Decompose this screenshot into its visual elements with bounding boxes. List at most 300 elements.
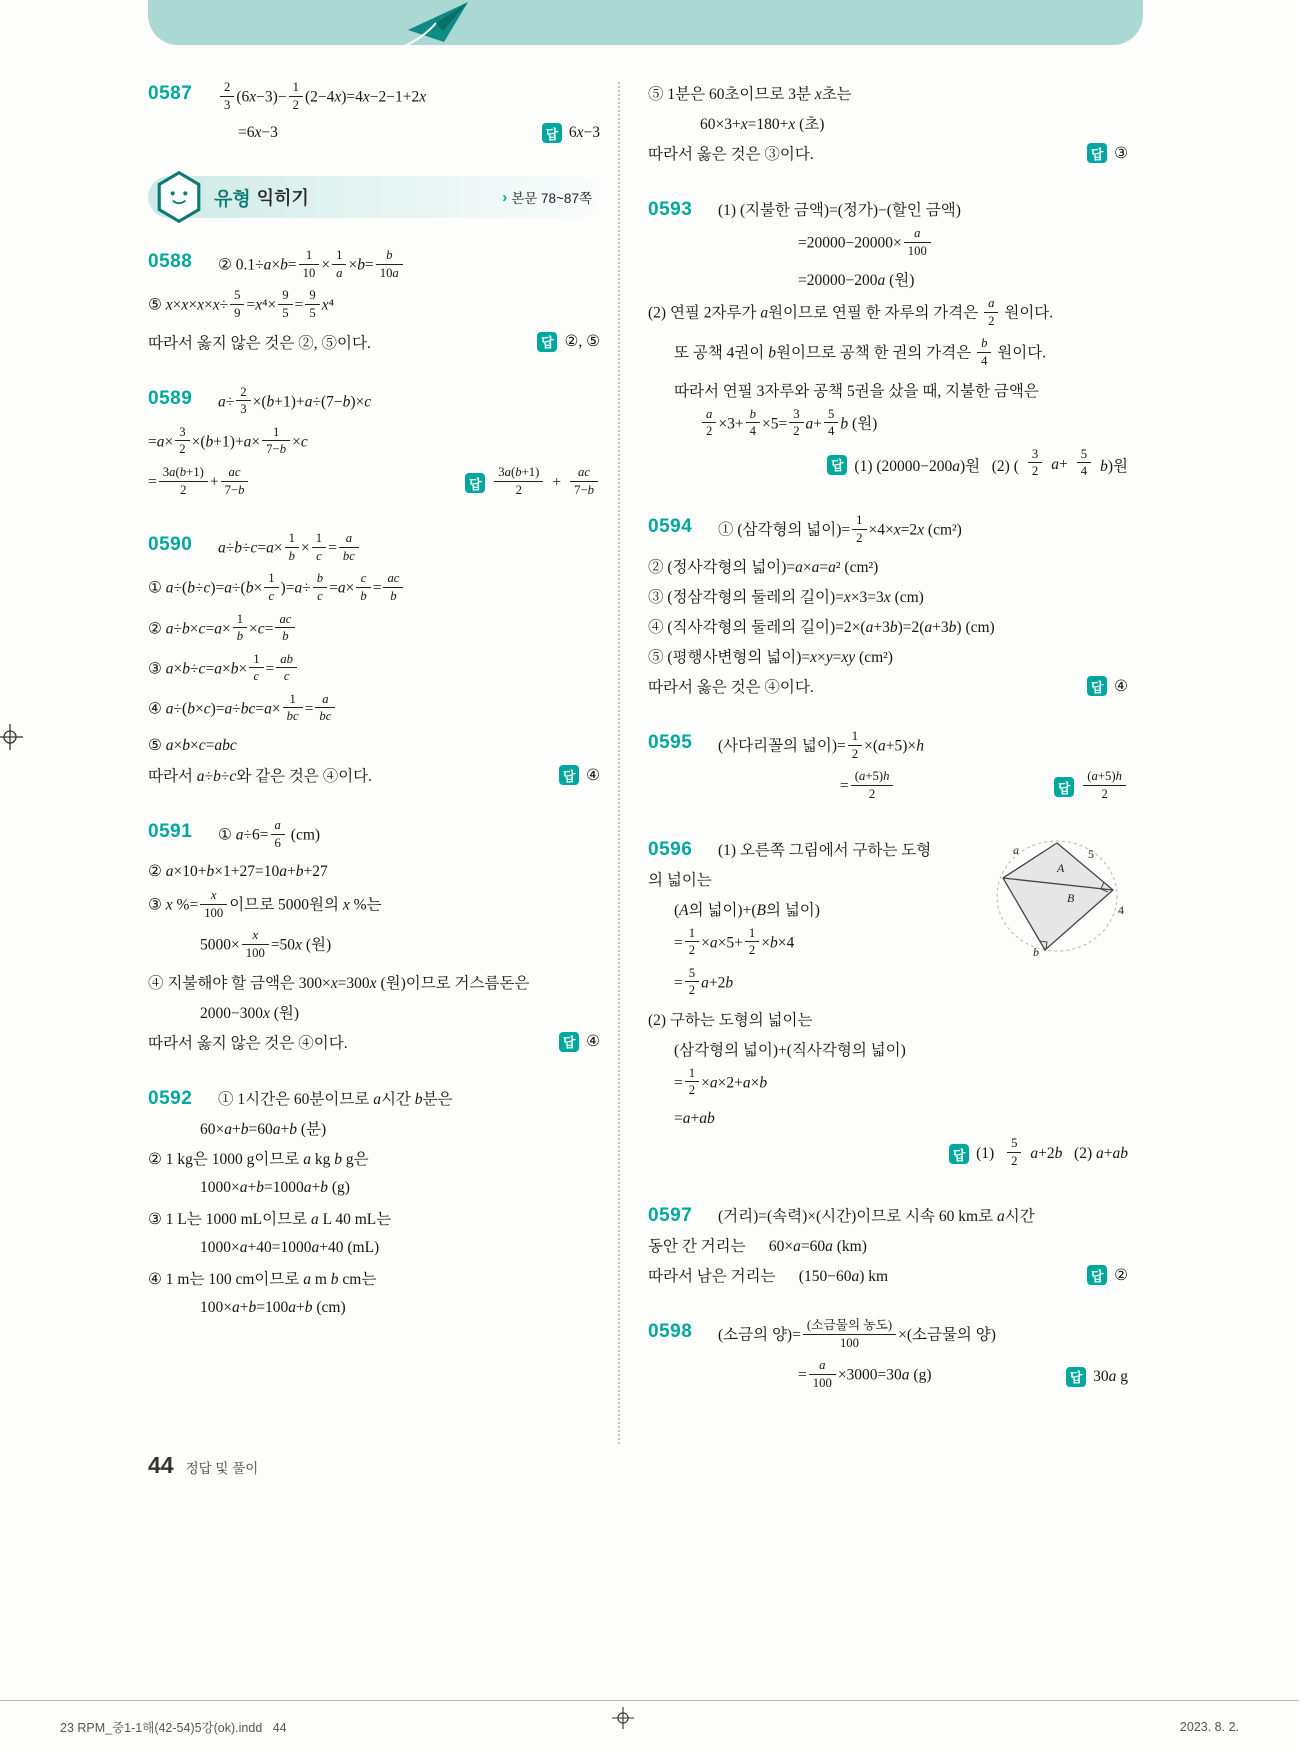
math-text: 동안 간 거리는 60×a=60a (km) [648, 1238, 867, 1256]
line-content [648, 379, 1128, 401]
fraction [1077, 447, 1091, 479]
math-text: ⑤ x×x×x×x÷ [148, 297, 229, 315]
fraction-denominator: 10 [302, 265, 316, 280]
math-text: ② a×10+b×1+27=10a+b+27 [148, 862, 328, 880]
math-text: ④ 지불해야 할 금액은 300×x=300x (원)이므로 거스름돈은 [148, 974, 530, 992]
solution-line [148, 248, 600, 284]
fraction-numerator: 1 [264, 571, 278, 588]
fraction [271, 818, 285, 850]
solution-line [648, 583, 1128, 609]
line-content [648, 1008, 1128, 1030]
fraction-numerator: a [339, 531, 359, 548]
fraction-denominator: 3 [240, 402, 247, 417]
math-text: =x⁴× [246, 297, 277, 315]
solution-line [148, 858, 600, 884]
problem-0587 [148, 80, 600, 146]
problem-0588 [148, 248, 600, 354]
problem-0593 [648, 196, 1128, 483]
solution-line [648, 196, 1128, 222]
math-text: ③ 1 L는 1000 mL이므로 a L 40 mL는 [148, 1210, 392, 1228]
line-content [148, 248, 600, 284]
math-text: × [321, 256, 331, 274]
math-text: ⑤ a×b×c=abc [148, 736, 237, 754]
math-text: (사다리꼴의 넓이)= [718, 737, 846, 755]
math-text: ② (정사각형의 넓이)=a×a=a² (cm²) [648, 559, 879, 577]
fraction-denominator: 9 [234, 305, 241, 320]
line-content [148, 764, 549, 786]
fraction [685, 966, 699, 998]
fraction-numerator: 1 [262, 425, 290, 442]
answer-badge: 답 [1087, 676, 1107, 696]
fraction-numerator: 9 [278, 288, 292, 305]
math-text: 또 공책 4권이 b원이므로 공책 한 권의 가격은 [674, 345, 976, 363]
line-content [648, 336, 1128, 372]
solution-line [148, 425, 600, 461]
fraction-denominator: 7−b [266, 442, 287, 457]
fraction-numerator: 1 [332, 248, 346, 265]
problem-0590 [148, 531, 600, 788]
problem-0594 [648, 513, 1128, 699]
hexagon-mascot-icon [152, 169, 206, 225]
line-content [648, 645, 1128, 667]
math-text: ×3+ [718, 415, 744, 433]
math-text: + [209, 473, 219, 491]
math-text: 따라서 남은 거리는 (150−60a) km [648, 1268, 889, 1286]
fraction-numerator: 1 [685, 1066, 699, 1083]
math-text: ×(b+1)+a× [191, 433, 261, 451]
answer-badge: 답 [1066, 1367, 1086, 1387]
fraction [852, 513, 866, 545]
fraction [236, 385, 250, 417]
line-content [148, 331, 527, 353]
fraction-denominator: c [317, 588, 323, 603]
line-content [148, 1001, 600, 1023]
problem-number: 0595 [648, 732, 693, 754]
math-text: (2) 구하는 도형의 넓이는 [648, 1011, 813, 1029]
math-text: = [372, 579, 382, 597]
fraction-denominator: c [316, 548, 322, 563]
solution-line [648, 1262, 1128, 1288]
solution-line [148, 1175, 600, 1201]
line-content [648, 226, 1128, 262]
solution-line [648, 110, 1128, 136]
answer [949, 1136, 1128, 1172]
fraction-numerator: x [242, 928, 269, 945]
fraction-numerator: a [315, 692, 335, 709]
line-content [648, 769, 1044, 805]
fraction-numerator: (a+5)h [1083, 769, 1126, 786]
math-text: (삼각형의 넓이)+(직사각형의 넓이) [674, 1041, 906, 1059]
fraction-numerator: b [376, 248, 403, 265]
math-text: b)원 [1100, 457, 1128, 475]
line-content [648, 198, 1128, 220]
solution-line [648, 1036, 1128, 1062]
fraction-numerator: ac [383, 571, 403, 588]
fraction-denominator: 100 [907, 243, 927, 258]
fraction [851, 769, 894, 801]
solution-line [648, 140, 1128, 166]
fraction-denominator: 2 [688, 983, 696, 998]
math-text: =a+ab [674, 1110, 715, 1128]
problem-0592 [148, 1085, 600, 1321]
solution-line [148, 1085, 600, 1111]
fraction-numerator: ab [276, 652, 297, 669]
fraction [233, 612, 247, 644]
fraction [230, 288, 244, 320]
line-content [148, 425, 600, 461]
solution-line [148, 329, 600, 355]
fraction [175, 425, 189, 457]
solution-line [648, 1318, 1128, 1354]
solution-line [648, 296, 1128, 332]
line-content [148, 862, 600, 881]
math-text: 따라서 a÷b÷c와 같은 것은 ④이다. [148, 768, 373, 786]
line-content [648, 675, 1077, 697]
line-content [648, 407, 1128, 443]
math-text: ① a÷(b÷c)=a÷(b× [148, 579, 263, 597]
math-text: = [674, 974, 683, 992]
solution-line [148, 732, 600, 758]
math-text: ① (삼각형의 넓이)= [718, 521, 851, 539]
solution-line [148, 80, 600, 116]
math-text: ×c [292, 433, 308, 451]
fraction-denominator: 6 [274, 835, 281, 850]
fraction-numerator: 5 [1077, 447, 1091, 464]
math-text: (2) 연필 2자루가 a원이므로 연필 한 자루의 가격은 [648, 304, 983, 322]
fraction-numerator: 3a(b+1) [159, 465, 208, 482]
solution-line [648, 553, 1128, 579]
fraction-denominator: 2 [1101, 786, 1108, 801]
line-content [648, 112, 1128, 134]
fraction-numerator: 1 [283, 692, 303, 709]
solution-line [648, 1136, 1128, 1172]
fraction [376, 248, 403, 280]
math-text: ② [1114, 1266, 1128, 1284]
banner-subtitle: 익히기 [256, 188, 309, 209]
line-content [148, 385, 600, 421]
answer [1087, 1265, 1128, 1285]
math-text: = [304, 700, 314, 718]
math-text: (A의 넓이)+(B의 넓이) [674, 901, 820, 919]
line-content [148, 465, 455, 501]
math-text: (거리)=(속력)×(시간)이므로 시속 60 km로 a시간 [718, 1208, 1035, 1226]
answer-badge: 답 [559, 765, 579, 785]
fraction-numerator: a [809, 1358, 836, 1375]
fraction-numerator: ac [221, 465, 249, 482]
math-text: × [301, 539, 310, 557]
fraction-denominator: 2 [180, 482, 187, 497]
fraction [1007, 1136, 1021, 1168]
answer [1087, 143, 1128, 163]
solution-line [648, 966, 1128, 1002]
math-text: ① 1시간은 60분이므로 a시간 b분은 [218, 1090, 453, 1108]
line-content [648, 1066, 1128, 1102]
right-column [648, 76, 1128, 1425]
fraction-denominator: 100 [839, 1335, 859, 1350]
fraction-numerator: 1 [312, 531, 326, 548]
math-text: ④ a÷(b×c)=a÷bc=a× [148, 700, 281, 718]
solution-line [148, 969, 600, 995]
math-text: (cm) [286, 826, 321, 844]
solution-line [148, 999, 600, 1025]
fraction [249, 652, 263, 684]
fraction [262, 425, 290, 457]
fraction [702, 407, 716, 439]
line-content [648, 1358, 1056, 1394]
math-text: a+ [1051, 455, 1068, 473]
problem-number: 0590 [148, 534, 193, 556]
solution-line [148, 288, 600, 324]
problem-number: 0588 [148, 251, 193, 273]
fraction [221, 465, 249, 497]
math-text: =50x (원) [270, 937, 332, 955]
fraction-denominator: c [268, 588, 275, 603]
math-text: ×a×5+ [701, 934, 743, 952]
math-text: 의 넓이는 [648, 871, 712, 889]
line-content [148, 888, 600, 924]
line-content [148, 928, 600, 964]
fraction [264, 571, 278, 603]
answer-badge: 답 [542, 123, 562, 143]
solution-line [148, 465, 600, 501]
line-content [148, 1031, 549, 1053]
fraction [312, 531, 326, 563]
fraction-denominator: 7−b [574, 482, 594, 497]
math-text: a÷b÷c=a× [218, 539, 283, 557]
fraction-denominator: 2 [868, 786, 876, 801]
fraction [339, 531, 359, 563]
math-text: )=a÷ [280, 579, 311, 597]
solution-line [148, 1205, 600, 1231]
line-content [648, 296, 1128, 332]
fraction-denominator: 5 [309, 305, 316, 320]
fraction-denominator: 3 [224, 97, 231, 112]
banner-reference [502, 176, 592, 218]
line-content [148, 612, 600, 648]
fraction-denominator: b [360, 588, 367, 603]
fraction [159, 465, 208, 497]
math-text: ×c= [249, 620, 274, 638]
solution-line [648, 407, 1128, 443]
page-footer [148, 1452, 258, 1479]
math-text: ② a÷b×c=a× [148, 620, 231, 638]
fraction-denominator: bc [286, 709, 299, 724]
registration-mark-icon [612, 1707, 634, 1729]
math-text: (6x−3)− [236, 88, 287, 106]
print-date: 2023. 8. 2. [1179, 1720, 1239, 1734]
answer [537, 332, 600, 352]
solution-line [648, 447, 1128, 483]
fraction-denominator: b [236, 629, 244, 644]
figure-label-region-b: B [1067, 890, 1075, 905]
math-text: 따라서 옳은 것은 ③이다. [648, 146, 814, 163]
answer [1054, 769, 1128, 805]
math-text: + [552, 474, 562, 492]
line-content [648, 1110, 1128, 1128]
answer [1087, 676, 1128, 696]
math-text: = [265, 660, 275, 678]
fraction-numerator: a [702, 407, 716, 424]
problem-0589 [148, 385, 600, 502]
solution-line [148, 531, 600, 567]
math-text: ④ 1 m는 100 cm이므로 a m b cm는 [148, 1270, 377, 1288]
chevron-right-icon: › [502, 188, 508, 206]
solution-line [648, 729, 1128, 765]
line-content [148, 971, 600, 993]
solution-line [648, 769, 1128, 805]
math-text: ②, ⑤ [564, 333, 600, 351]
fraction-numerator: b [977, 336, 991, 353]
fraction [685, 926, 699, 958]
line-content [648, 1318, 1128, 1354]
print-footer [0, 1700, 1299, 1753]
solution-line [148, 120, 600, 146]
fraction-numerator: b [746, 407, 760, 424]
header-decoration [148, 0, 1143, 45]
answer-badge: 답 [1087, 1265, 1107, 1285]
math-text: 60×3+x=180+x (초) [700, 116, 825, 133]
fraction-numerator: 1 [299, 248, 320, 265]
solution-line [148, 1029, 600, 1055]
line-content [148, 736, 600, 755]
fraction [299, 248, 320, 280]
print-file-info: 23 RPM_중1-1해(42-54)5강(ok).indd 44 [60, 1721, 287, 1735]
fraction-denominator: 4 [749, 424, 756, 439]
fraction-numerator: 1 [852, 513, 866, 530]
fraction-numerator: ac [570, 465, 598, 482]
solution-line [148, 652, 600, 688]
answer-badge: 답 [1054, 777, 1074, 797]
solution-line [648, 1358, 1128, 1394]
solution-line [148, 818, 600, 854]
solution-line [148, 385, 600, 421]
fraction [356, 571, 370, 603]
math-text: ×5= [761, 415, 788, 433]
fraction-numerator: 5 [1007, 1136, 1021, 1153]
math-text: 따라서 옳지 않은 것은 ②, ⑤이다. [148, 334, 371, 352]
math-text: 원이다. [993, 345, 1047, 363]
page-footer-label: 정답 및 풀이 [185, 1461, 259, 1476]
fraction [809, 1358, 836, 1390]
answer [465, 465, 600, 501]
fraction-denominator: 10a [379, 265, 399, 280]
figure-label-top: 5 [1088, 846, 1094, 861]
fraction-denominator: 2 [706, 424, 713, 439]
math-text: (2−4x)=4x−2−1+2x [304, 88, 427, 106]
line-content [148, 288, 600, 324]
math-text: 1000×a+40=1000a+40 (mL) [200, 1238, 380, 1256]
math-text: =20000−200a (원) [798, 272, 915, 290]
solution-line [148, 1115, 600, 1141]
fraction-denominator: 100 [812, 1376, 832, 1391]
math-text: 원이다. [1000, 304, 1054, 322]
fraction-numerator: (소금물의 농도) [803, 1318, 896, 1335]
line-content [148, 1299, 600, 1317]
math-text: = [674, 934, 683, 952]
fraction-denominator: 4 [981, 353, 988, 368]
line-content [148, 124, 532, 142]
fraction [848, 729, 862, 761]
problem-number: 0596 [648, 838, 693, 860]
line-content [648, 142, 1077, 164]
fraction-denominator: bc [319, 709, 332, 724]
answer [827, 447, 1128, 483]
solution-line [648, 513, 1128, 549]
math-text: ⑤ (평행사변형의 넓이)=x×y=xy (cm²) [648, 649, 893, 667]
problem-number: 0593 [648, 199, 693, 220]
math-text: = [798, 1367, 807, 1385]
fraction-denominator: b [288, 548, 296, 563]
problem-number: 0594 [648, 515, 693, 537]
problem-0596 [648, 836, 1128, 1173]
line-content [148, 818, 600, 854]
problem-number: 0597 [648, 1205, 693, 1227]
line-content [648, 268, 1128, 290]
math-text: 30a g [1093, 1367, 1128, 1385]
line-content [648, 729, 1128, 765]
paper-plane-icon [402, 0, 492, 50]
fraction-denominator: 100 [245, 946, 265, 961]
answer-badge: 답 [949, 1144, 969, 1164]
math-text: = [294, 297, 304, 315]
line-content [148, 571, 600, 607]
line-content [148, 1147, 600, 1169]
fraction [570, 465, 598, 497]
math-text: ④ [586, 1033, 600, 1051]
topic-banner [148, 176, 600, 218]
fraction [685, 1066, 699, 1098]
math-text: ×(a+5)×h [864, 737, 924, 755]
solution-line [648, 226, 1128, 262]
fraction-numerator: 9 [305, 288, 319, 305]
fraction-denominator: 2 [688, 1083, 696, 1098]
math-text: b (원) [840, 415, 878, 433]
math-text: = [148, 473, 157, 491]
solution-line [648, 1106, 1128, 1132]
figure-label-right: 4 [1118, 902, 1124, 917]
problem-0595 [648, 729, 1128, 805]
page-number: 44 [148, 1452, 174, 1478]
fraction-numerator: x [200, 888, 227, 905]
solution-line [148, 612, 600, 648]
problem-number: 0587 [148, 83, 193, 104]
fraction [285, 531, 299, 563]
math-text: 1000×a+b=1000a+b (g) [200, 1178, 350, 1196]
math-text: ×4×x=2x (cm²) [868, 521, 962, 539]
math-text: (소금의 양)= [718, 1326, 801, 1344]
fraction-denominator: a [336, 265, 343, 280]
fraction-denominator: 2 [515, 482, 522, 497]
math-text: (1) 오른쪽 그림에서 구하는 도형 [718, 841, 932, 859]
line-content [648, 585, 1128, 607]
line-content [148, 531, 600, 567]
solution-line [648, 377, 1128, 403]
math-text: ② 0.1÷a×b= [218, 256, 297, 274]
math-text: 100×a+b=100a+b (cm) [200, 1298, 346, 1316]
line-content [648, 1204, 1128, 1226]
math-text: ③ a×b÷c=a×b× [148, 660, 248, 678]
solution-line [148, 762, 600, 788]
answer-badge: 답 [465, 473, 485, 493]
fraction-numerator: b [313, 571, 327, 588]
fraction-denominator: c [283, 669, 290, 684]
fraction [904, 226, 931, 258]
line-content [648, 513, 1128, 549]
math-text: ① a÷6= [218, 826, 269, 844]
line-content [648, 1264, 1077, 1286]
answer [559, 765, 600, 785]
line-content [148, 1267, 600, 1289]
